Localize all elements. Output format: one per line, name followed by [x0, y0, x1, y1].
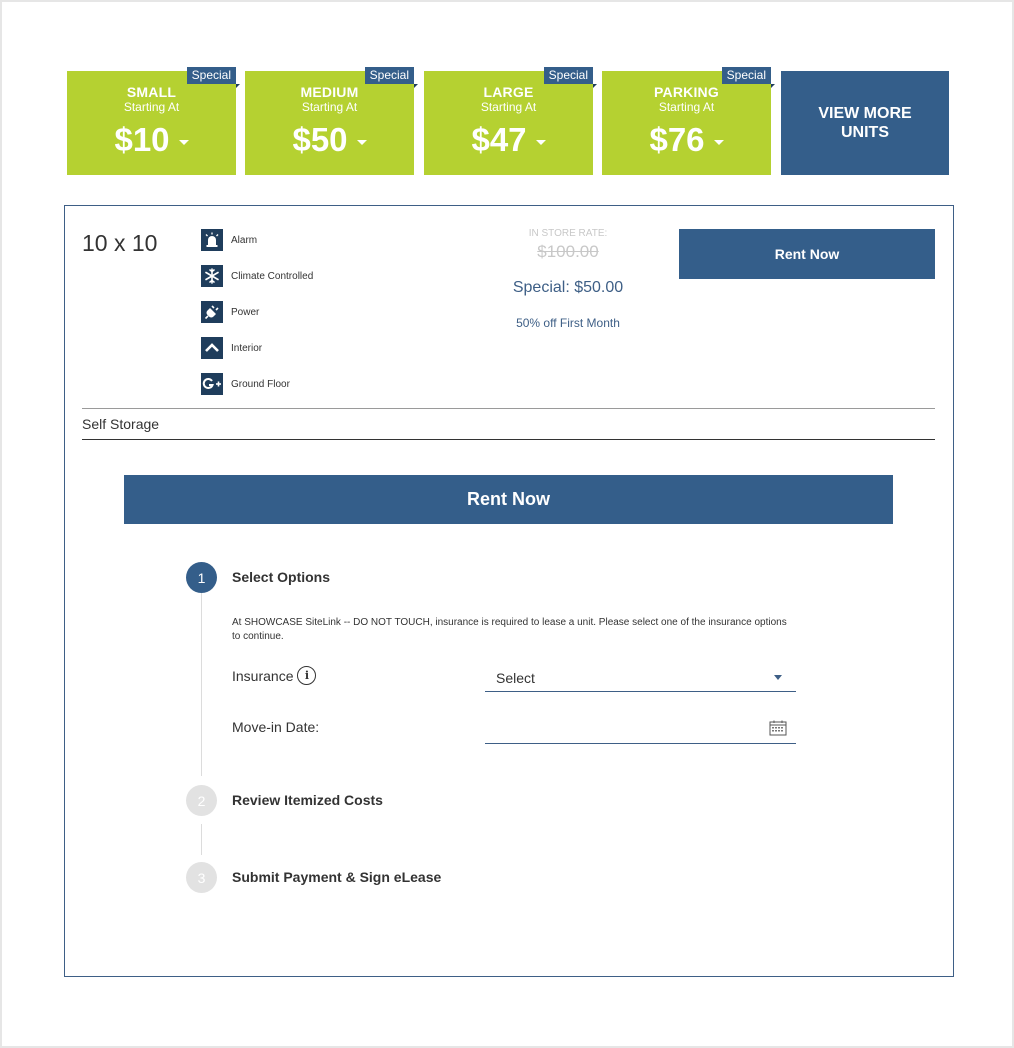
feature-climate-controlled — [201, 265, 313, 287]
step-connector — [201, 824, 202, 855]
step-3-title[interactable]: Submit Payment & Sign eLease — [232, 869, 442, 885]
feature-ground-floor — [201, 373, 290, 395]
unit-card-size: LARGE — [483, 84, 534, 100]
unit-card-parking[interactable] — [602, 68, 771, 175]
in-store-rate-label: IN STORE RATE: — [528, 228, 608, 239]
move-in-date-label-text: Move-in Date: — [232, 719, 320, 735]
unit-card-starting: Starting At — [301, 100, 358, 114]
insurance-select[interactable] — [485, 664, 796, 692]
chevron-up-icon — [201, 337, 223, 359]
step-connector — [201, 593, 202, 776]
unit-card-large[interactable] — [424, 68, 593, 175]
in-store-rate: $100.00 — [537, 242, 599, 261]
unit-card-starting: Starting At — [480, 100, 537, 114]
info-icon[interactable]: i — [297, 666, 316, 685]
unit-card-size: PARKING — [654, 84, 719, 100]
special-badge: Special — [544, 67, 593, 84]
feature-label: Power — [231, 306, 260, 318]
rent-now-button[interactable]: Rent Now — [679, 229, 935, 279]
unit-card-medium[interactable] — [245, 68, 414, 175]
promo-text: 50% off First Month — [516, 316, 620, 330]
feature-label: Interior — [231, 342, 263, 354]
unit-card-size: MEDIUM — [300, 84, 359, 100]
caret-down-icon — [714, 140, 724, 145]
unit-card-starting: Starting At — [123, 100, 180, 114]
unit-size: 10 x 10 — [82, 230, 158, 256]
divider — [82, 439, 935, 440]
dropdown-arrow-icon — [774, 675, 782, 680]
unit-card-small[interactable] — [67, 68, 236, 175]
feature-alarm — [201, 229, 257, 251]
special-price: Special: $50.00 — [512, 279, 624, 296]
step-1-indicator: 1 — [186, 562, 217, 593]
price-value: $47 — [471, 121, 527, 158]
step-2-title[interactable]: Review Itemized Costs — [232, 792, 383, 808]
step-3-indicator: 3 — [186, 862, 217, 893]
insurance-label — [232, 666, 316, 685]
price-value: $50 — [292, 121, 348, 158]
special-badge: Special — [722, 67, 771, 84]
unit-card-starting: Starting At — [658, 100, 715, 114]
divider — [82, 408, 935, 409]
step-2-indicator: 2 — [186, 785, 217, 816]
feature-label: Climate Controlled — [231, 270, 314, 282]
unit-card-price — [602, 122, 771, 158]
unit-type-label: Self Storage — [82, 416, 160, 432]
g-plus-icon — [201, 373, 223, 395]
caret-down-icon — [179, 140, 189, 145]
feature-label: Ground Floor — [231, 378, 290, 390]
rent-now-header[interactable]: Rent Now — [124, 475, 893, 524]
special-badge: Special — [365, 67, 414, 84]
special-badge: Special — [187, 67, 236, 84]
plug-icon — [201, 301, 223, 323]
unit-card-price — [67, 122, 236, 158]
unit-card-size: SMALL — [126, 84, 177, 100]
caret-down-icon — [357, 140, 367, 145]
step-1-title[interactable]: Select Options — [232, 569, 331, 585]
move-in-date-label — [232, 719, 319, 735]
caret-down-icon — [536, 140, 546, 145]
insurance-note: At SHOWCASE SiteLink -- DO NOT TOUCH, insurance is required to lease a unit. Please select one of the insurance options to continue. — [232, 617, 787, 642]
alarm-icon — [201, 229, 223, 251]
feature-label: Alarm — [231, 234, 258, 246]
price-value: $10 — [114, 121, 170, 158]
calendar-icon[interactable] — [769, 720, 787, 736]
view-more-units-button[interactable]: VIEW MORE UNITS — [781, 71, 949, 175]
price-value: $76 — [649, 121, 705, 158]
feature-interior — [201, 337, 262, 359]
snowflake-icon — [201, 265, 223, 287]
move-in-date-field[interactable] — [485, 714, 796, 744]
unit-card-price — [424, 122, 593, 158]
feature-power — [201, 301, 259, 323]
insurance-select-value: Select — [496, 669, 535, 686]
insurance-label-text: Insurance — [232, 667, 294, 684]
unit-card-price — [245, 122, 414, 158]
